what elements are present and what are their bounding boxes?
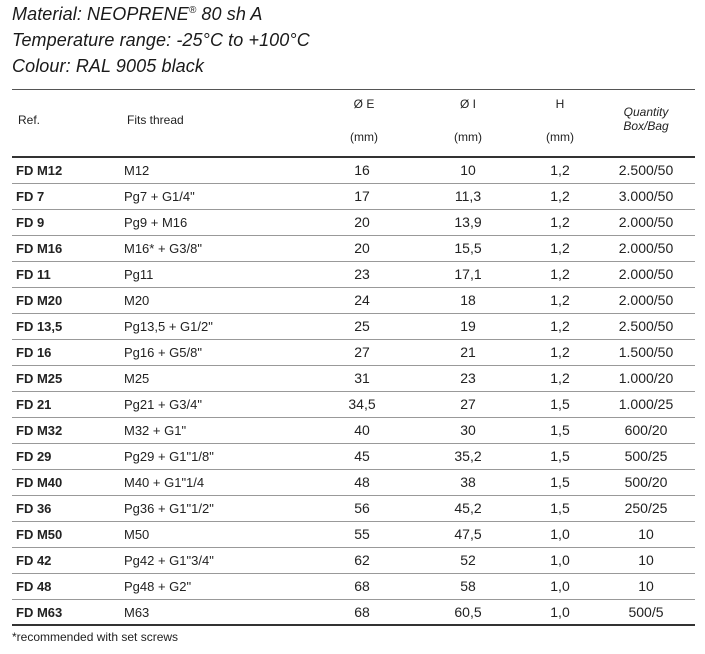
cell-quantity: 250/25: [624, 500, 668, 516]
cell-ref: FD 13,5: [16, 319, 63, 334]
table-row: [12, 158, 695, 184]
cell-ref: FD 21: [16, 397, 52, 412]
cell-fits-thread: Pg7 + G1/4": [124, 189, 195, 204]
cell-quantity: 600/20: [624, 422, 668, 438]
cell-outer-diameter: 20: [354, 214, 370, 230]
cell-outer-diameter: 24: [354, 292, 370, 308]
cell-quantity: 1.500/50: [618, 344, 674, 360]
table-row: [12, 340, 695, 366]
table-row: [12, 288, 695, 314]
cell-height: 1,2: [550, 318, 570, 334]
cell-quantity: 2.500/50: [618, 162, 674, 178]
table-row: [12, 470, 695, 496]
table-row: [12, 236, 695, 262]
cell-height: 1,5: [550, 474, 570, 490]
header-fits-thread: Fits thread: [127, 113, 184, 127]
header-quantity-sub: Box/Bag: [623, 119, 669, 133]
cell-inner-diameter: 27: [460, 396, 476, 412]
cell-height: 1,5: [550, 396, 570, 412]
table-row: [12, 574, 695, 600]
cell-inner-diameter: 19: [460, 318, 476, 334]
cell-quantity: 2.500/50: [618, 318, 674, 334]
cell-height: 1,2: [550, 266, 570, 282]
cell-outer-diameter: 45: [354, 448, 370, 464]
cell-ref: FD M25: [16, 371, 63, 386]
cell-inner-diameter: 30: [460, 422, 476, 438]
cell-ref: FD 9: [16, 215, 45, 230]
cell-height: 1,2: [550, 240, 570, 256]
table-top-rule: [12, 89, 695, 90]
cell-ref: FD M12: [16, 163, 63, 178]
cell-fits-thread: Pg9 + M16: [124, 215, 188, 230]
cell-ref: FD 42: [16, 553, 52, 568]
cell-inner-diameter: 10: [460, 162, 476, 178]
cell-fits-thread: M12: [124, 163, 150, 178]
cell-fits-thread: M20: [124, 293, 150, 308]
cell-fits-thread: Pg42 + G1"3/4": [124, 553, 214, 568]
cell-height: 1,2: [550, 162, 570, 178]
cell-inner-diameter: 11,3: [454, 188, 482, 204]
cell-outer-diameter: 48: [354, 474, 370, 490]
cell-inner-diameter: 58: [460, 578, 476, 594]
cell-quantity: 500/25: [624, 448, 668, 464]
cell-ref: FD M32: [16, 423, 63, 438]
cell-quantity: 1.000/20: [618, 370, 674, 386]
cell-inner-diameter: 38: [460, 474, 476, 490]
colour-spec: Colour: RAL 9005 black: [12, 56, 204, 76]
cell-fits-thread: M16* + G3/8": [124, 241, 202, 256]
cell-ref: FD M20: [16, 293, 63, 308]
table-row: [12, 548, 695, 574]
header-inner-diameter: Ø I: [459, 97, 477, 111]
cell-quantity: 2.000/50: [618, 292, 674, 308]
cell-outer-diameter: 31: [354, 370, 370, 386]
cell-height: 1,2: [550, 188, 570, 204]
cell-outer-diameter: 27: [354, 344, 370, 360]
cell-fits-thread: Pg21 + G3/4": [124, 397, 202, 412]
table-row: [12, 600, 695, 626]
cell-ref: FD M40: [16, 475, 63, 490]
material-spec: Material: NEOPRENE® 80 sh A: [12, 4, 263, 24]
cell-fits-thread: M32 + G1": [124, 423, 187, 438]
cell-ref: FD 29: [16, 449, 52, 464]
header-quantity: [623, 105, 668, 133]
temperature-spec: Temperature range: -25°C to +100°C: [12, 30, 310, 50]
cell-ref: FD M63: [16, 605, 63, 620]
cell-height: 1,5: [550, 500, 570, 516]
cell-inner-diameter: 21: [460, 344, 476, 360]
cell-ref: FD 7: [16, 189, 45, 204]
table-row: [12, 184, 695, 210]
cell-inner-diameter: 13,9: [454, 214, 482, 230]
cell-ref: FD M16: [16, 241, 63, 256]
table-row: [12, 314, 695, 340]
cell-quantity: 2.000/50: [618, 266, 674, 282]
cell-height: 1,2: [550, 370, 570, 386]
cell-ref: FD 36: [16, 501, 52, 516]
cell-quantity: 3.000/50: [618, 188, 674, 204]
cell-fits-thread: Pg13,5 + G1/2": [124, 319, 213, 334]
cell-outer-diameter: 25: [354, 318, 370, 334]
cell-outer-diameter: 40: [354, 422, 370, 438]
cell-fits-thread: M25: [124, 371, 150, 386]
cell-outer-diameter: 56: [354, 500, 370, 516]
cell-outer-diameter: 68: [354, 604, 370, 620]
table-row: [12, 522, 695, 548]
cell-fits-thread: M63: [124, 605, 150, 620]
cell-inner-diameter: 47,5: [454, 526, 482, 542]
row-separator: [12, 624, 695, 626]
footnote: *recommended with set screws: [12, 630, 179, 644]
cell-ref: FD 16: [16, 345, 52, 360]
header-ref: Ref.: [18, 113, 41, 127]
table-row: [12, 496, 695, 522]
header-height: H: [555, 97, 565, 111]
header-outer-diameter-unit: (mm): [350, 130, 378, 144]
cell-fits-thread: M50: [124, 527, 150, 542]
cell-quantity: 1.000/25: [618, 396, 674, 412]
cell-fits-thread: Pg48 + G2": [124, 579, 192, 594]
cell-height: 1,0: [550, 604, 570, 620]
header-inner-diameter-unit: (mm): [454, 130, 482, 144]
cell-quantity: 2.000/50: [618, 214, 674, 230]
cell-inner-diameter: 17,1: [454, 266, 482, 282]
cell-outer-diameter: 17: [354, 188, 370, 204]
cell-outer-diameter: 34,5: [348, 396, 376, 412]
cell-inner-diameter: 35,2: [454, 448, 482, 464]
cell-height: 1,2: [550, 292, 570, 308]
cell-outer-diameter: 23: [354, 266, 370, 282]
cell-ref: FD 11: [16, 267, 51, 282]
cell-quantity: 500/5: [628, 604, 664, 620]
cell-quantity: 10: [638, 578, 654, 594]
cell-outer-diameter: 62: [354, 552, 370, 568]
cell-outer-diameter: 20: [354, 240, 370, 256]
header-height-unit: (mm): [546, 130, 574, 144]
cell-fits-thread: Pg16 + G5/8": [124, 345, 202, 360]
cell-inner-diameter: 45,2: [454, 500, 482, 516]
cell-inner-diameter: 52: [460, 552, 476, 568]
cell-height: 1,0: [550, 552, 570, 568]
table-row: [12, 210, 695, 236]
cell-quantity: 500/20: [624, 474, 668, 490]
cell-quantity: 2.000/50: [618, 240, 674, 256]
cell-inner-diameter: 18: [460, 292, 476, 308]
cell-inner-diameter: 60,5: [454, 604, 482, 620]
cell-fits-thread: Pg36 + G1"1/2": [124, 501, 214, 516]
cell-fits-thread: Pg29 + G1"1/8": [124, 449, 214, 464]
cell-fits-thread: Pg11: [124, 267, 154, 282]
header-outer-diameter: Ø E: [353, 97, 375, 111]
cell-ref: FD M50: [16, 527, 63, 542]
table-row: [12, 262, 695, 288]
table-row: [12, 444, 695, 470]
cell-height: 1,5: [550, 448, 570, 464]
cell-quantity: 10: [638, 526, 654, 542]
header-quantity-label: Quantity: [623, 105, 669, 119]
cell-height: 1,5: [550, 422, 570, 438]
cell-inner-diameter: 23: [460, 370, 476, 386]
table-row: [12, 418, 695, 444]
cell-outer-diameter: 68: [354, 578, 370, 594]
cell-height: 1,2: [550, 344, 570, 360]
cell-outer-diameter: 55: [354, 526, 370, 542]
cell-height: 1,2: [550, 214, 570, 230]
cell-height: 1,0: [550, 578, 570, 594]
cell-fits-thread: M40 + G1"1/4: [124, 475, 205, 490]
cell-inner-diameter: 15,5: [454, 240, 482, 256]
table-row: [12, 392, 695, 418]
table-row: [12, 366, 695, 392]
cell-quantity: 10: [638, 552, 654, 568]
cell-outer-diameter: 16: [354, 162, 370, 178]
cell-height: 1,0: [550, 526, 570, 542]
cell-ref: FD 48: [16, 579, 52, 594]
